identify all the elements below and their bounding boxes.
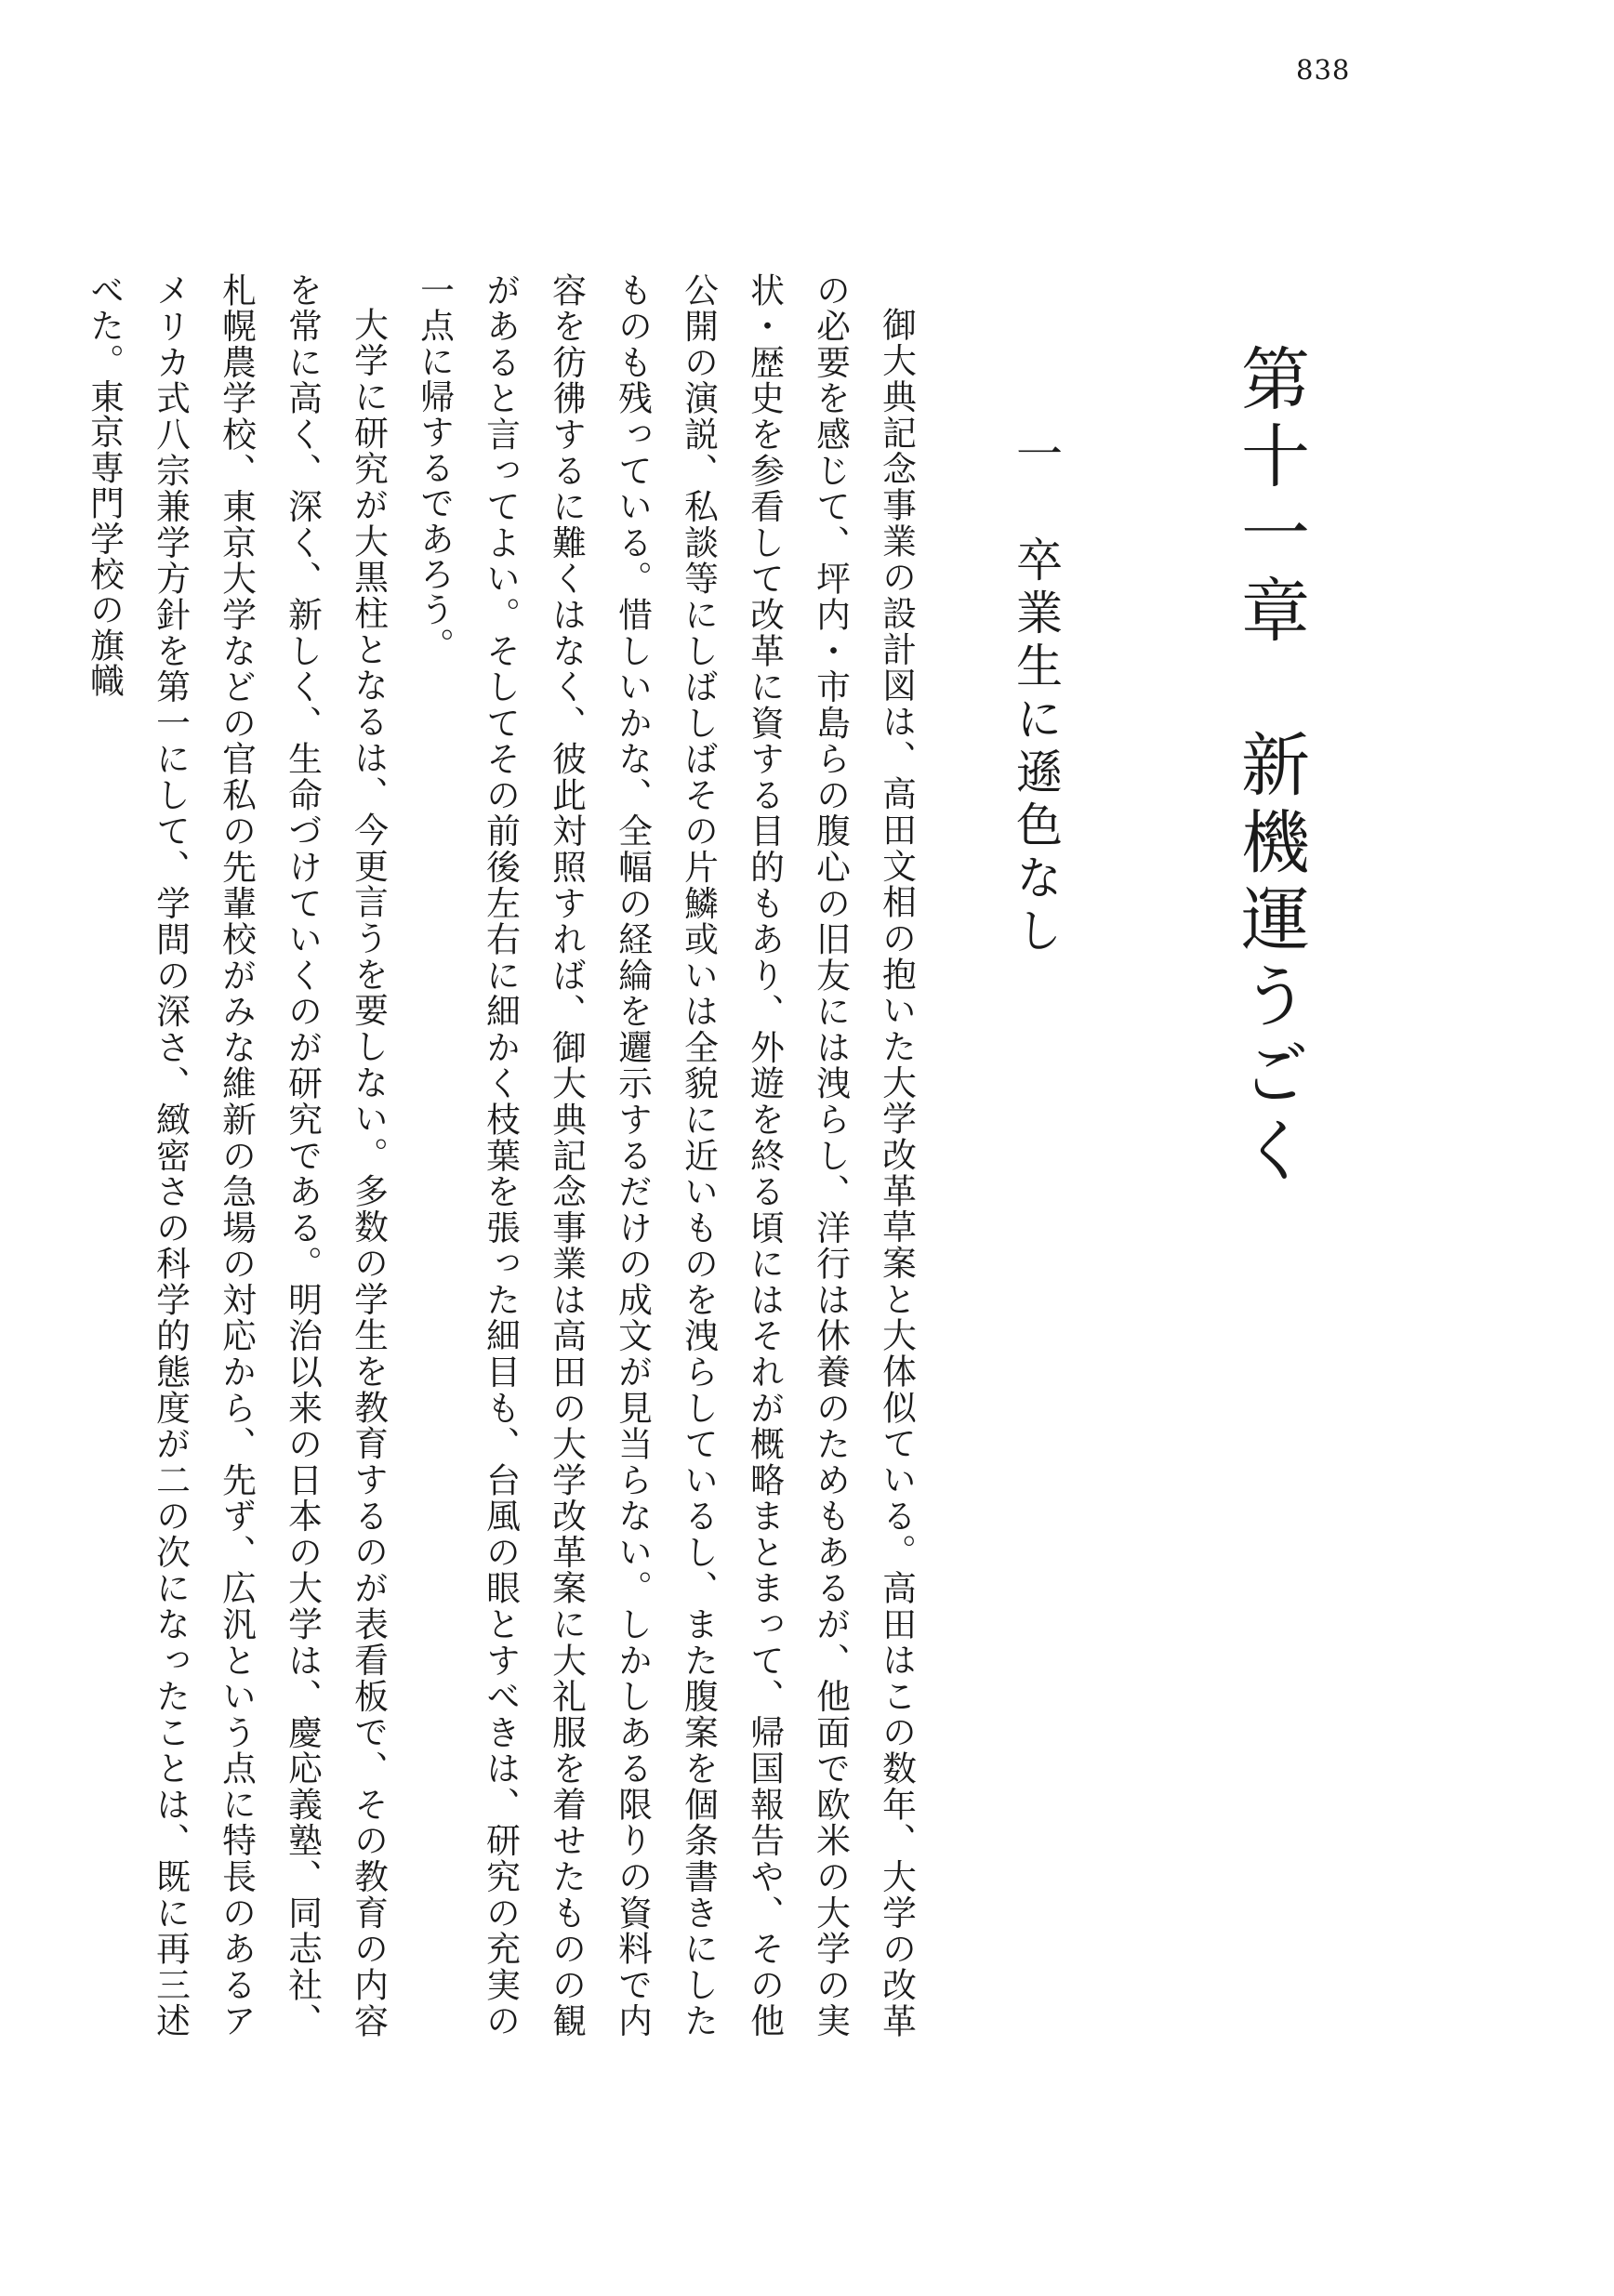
section-title: 一 卒業生に遜色なし bbox=[1009, 429, 1063, 959]
page-number: 838 bbox=[1296, 54, 1351, 86]
body-text bbox=[85, 272, 930, 2039]
chapter-title: 第十一章 新機運うごく bbox=[1230, 343, 1310, 1192]
paragraph: 大学に研究が大黒柱となるは、今更言うを要しない。多数の学生を教育するのが表看板で、その教育の内容を常に高く、深く、新しく、生命づけていくのが研究である。明治以来の日本の大学は、慶応義塾、同志社、札幌農学校、東京大学などの官私の先輩校がみな維新の急場の対応から、先ず、広汎という点に特長のあるアメリカ式八宗兼学方針を第一にして、学問の深さ、緻密さの科学的態度が二の次になったことは、既に再三述べた。東京専門学校の旗幟 bbox=[85, 272, 389, 2039]
paragraph: 御大典記念事業の設計図は、高田文相の抱いた大学改革草案と大体似ている。高田はこの数年、大学の改革の必要を感じて、坪内・市島らの腹心の旧友には洩らし、洋行は休養のためもあるが、他面で欧米の大学の実状・歴史を参看して改革に資する目的もあり、外遊を終る頃にはそれが概略まとまって、帰国報告や、その他公開の演説、私談等にしばしばその片鱗或いは全貌に近いものを洩らしているし、また腹案を個条書きにしたものも残っている。惜しいかな、全幅の経綸を邐示するだけの成文が見当らない。しかしある限りの資料で内容を彷彿するに難くはなく、彼此対照すれば、御大典記念事業は高田の大学改革案に大礼服を着せたものの観があると言ってよい。そしてその前後左右に細かく枝葉を張った細目も、台風の眼とすべきは、研究の充実の一点に帰するであろう。 bbox=[415, 272, 917, 2039]
